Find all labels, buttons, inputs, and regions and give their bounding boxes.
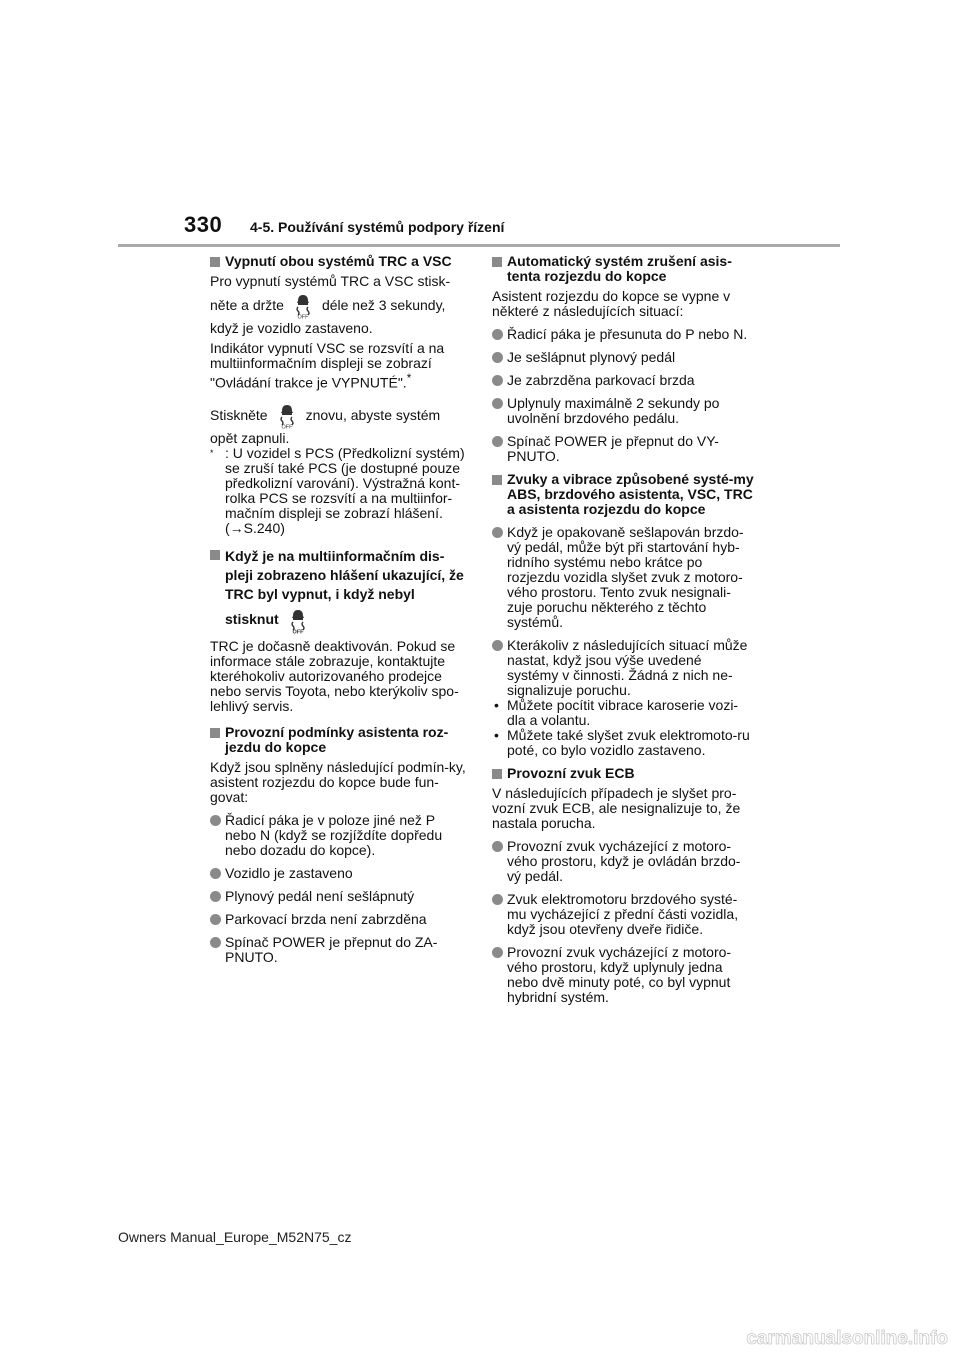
vsc-off-icon — [287, 608, 309, 634]
round-bullet-icon — [210, 815, 221, 826]
footer-text: Owners Manual_Europe_M52N75_cz — [118, 1229, 352, 1245]
list-item: Uplynuly maximálně 2 sekundy po uvolnění brzdového pedálu. — [492, 396, 754, 426]
round-bullet-icon — [210, 914, 221, 925]
paragraph: opět zapnuli. — [210, 430, 290, 447]
paragraph-with-icon: něte a držte OFF déle než 3 sekundy, — [210, 292, 466, 319]
round-bullet-icon — [210, 868, 221, 879]
paragraph: TRC je dočasně deaktivován. Pokud se informace stále zobrazuje, kontaktujte kteréhokoliv autorizovaného prodejce nebo servis Toyota, nebo kterýkoliv spo-lehlivý servis. — [210, 637, 459, 714]
round-bullet-icon — [492, 640, 503, 651]
right-column — [492, 254, 754, 1013]
footnote-marker: * — [210, 448, 214, 459]
footnote-marker: * — [406, 372, 412, 386]
list-item: Spínač POWER je přepnut do VY-PNUTO. — [492, 434, 754, 464]
vsc-off-icon — [276, 403, 298, 429]
paragraph: Indikátor vypnutí VSC se rozsvítí a na multiinformačním displeji se zobrazí "Ovládání trakce je VYPNUTÉ".* — [210, 340, 445, 391]
heading-ecb-sound: Provozní zvuk ECB — [492, 766, 754, 781]
vsc-off-icon — [292, 293, 314, 319]
heading-hill-start-cancel: Automatický systém zrušení asis-tenta rozjezdu do kopce — [492, 254, 754, 284]
list-item: Plynový pedál není sešlápnutý — [210, 889, 466, 904]
round-bullet-icon — [492, 436, 503, 447]
list-item: Spínač POWER je přepnut do ZA-PNUTO. — [210, 935, 466, 965]
list-item: Kterákoliv z následujících situací může nastat, když jsou výše uvedené systémy v činnosti. Žádná z nich ne-signalizuje poruchu. — [492, 638, 754, 698]
svg-text:OFF: OFF — [292, 629, 304, 634]
header-rule — [118, 244, 840, 247]
round-bullet-icon — [492, 527, 503, 538]
list-item: Provozní zvuk vycházející z motoro-vého prostoru, když je ovládán brzdo-vý pedál. — [492, 839, 754, 884]
paragraph: V následujících případech je slyšet pro-vozní zvuk ECB, ale nesignalizuje to, že nastala porucha. — [492, 785, 741, 831]
footnote: * : U vozidel s PCS (Předkolizní systém) se zruší také PCS (je dostupné pouze předkolizní varování). Výstražná kont-rolka PCS se rozsvítí a na multiinfor-mačním displeji se zobrazí hlášení. (→S.240) — [210, 445, 465, 537]
round-bullet-icon — [492, 947, 503, 958]
list-item: Řadicí páka je v poloze jiné než P nebo N (když se rozjíždíte dopředu nebo dozadu do kopce). — [210, 813, 466, 858]
list-item: Provozní zvuk vycházející z motoro-vého prostoru, když uplynuly jedna nebo dvě minuty poté, co byl vypnut hybridní systém. — [492, 945, 754, 1005]
paragraph: Když jsou splněny následující podmín-ky, asistent rozjezdu do kopce bude fun-govat: — [210, 758, 466, 805]
square-bullet-icon — [210, 550, 220, 560]
dash-item: • Můžete pocítit vibrace karoserie vozi-dla a volantu. — [494, 697, 739, 728]
paragraph-with-icon: Stiskněte OFF znovu, abyste systém — [210, 402, 466, 429]
square-bullet-icon — [492, 769, 502, 779]
section-title: 4-5. Používání systémů podpory řízení — [250, 219, 505, 235]
svg-text:OFF: OFF — [281, 424, 293, 430]
watermark-logo — [712, 1320, 952, 1354]
list-item: Vozidlo je zastaveno — [210, 866, 466, 881]
dash-item: • Můžete také slyšet zvuk elektromoto-ru poté, co bylo vozidlo zastaveno. — [494, 727, 750, 758]
round-bullet-icon — [492, 894, 503, 905]
square-bullet-icon — [210, 728, 220, 738]
paragraph: Pro vypnutí systémů TRC a VSC stisk- — [210, 273, 451, 289]
paragraph: když je vozidlo zastaveno. — [210, 320, 373, 337]
heading-sounds-vibrations: Zvuky a vibrace způsobené systé-my ABS, brzdového asistenta, VSC, TRC a asistenta rozjezdu do kopce — [492, 472, 754, 517]
round-bullet-icon — [492, 352, 503, 363]
svg-text:carmanualsonline.info: carmanualsonline.info — [746, 1328, 948, 1349]
square-bullet-icon — [210, 257, 220, 267]
heading-trc-vsc-off: Vypnutí obou systémů TRC a VSC — [210, 254, 466, 269]
round-bullet-icon — [492, 841, 503, 852]
round-bullet-icon — [210, 891, 221, 902]
square-bullet-icon — [492, 257, 502, 267]
left-column — [210, 254, 466, 973]
list-item: Parkovací brzda není zabrzděna — [210, 912, 466, 927]
heading-trc-message: Když je na multiinformačním dis-pleji zobrazeno hlášení ukazující, že TRC byl vypnut, i když nebyl stisknut OFF — [210, 547, 466, 633]
page-number: 330 — [184, 212, 223, 237]
round-bullet-icon — [492, 398, 503, 409]
list-item: Řadicí páka je přesunuta do P nebo N. — [492, 327, 754, 342]
round-bullet-icon — [210, 937, 221, 948]
list-item: Je zabrzděna parkovací brzda — [492, 373, 754, 388]
list-item: Když je opakovaně sešlapován brzdo-vý pedál, může být při startování hyb-ridního systému nebo krátce po rozjezdu vozidla slyšet zvuk z motoro-vého prostoru. Tento zvuk nesignali-zuje poruchu některého z těchto systémů. — [492, 525, 754, 630]
list-item: Je sešlápnut plynový pedál — [492, 350, 754, 365]
heading-hill-start-conditions: Provozní podmínky asistenta roz-jezdu do kopce — [210, 725, 466, 755]
list-item: Zvuk elektromotoru brzdového systé-mu vycházející z přední části vozidla, když jsou otevřeny dveře řidiče. — [492, 892, 754, 937]
round-bullet-icon — [492, 329, 503, 340]
svg-text:OFF: OFF — [297, 314, 309, 320]
paragraph: Asistent rozjezdu do kopce se vypne v některé z následujících situací: — [492, 288, 731, 319]
square-bullet-icon — [492, 475, 502, 485]
round-bullet-icon — [492, 375, 503, 386]
